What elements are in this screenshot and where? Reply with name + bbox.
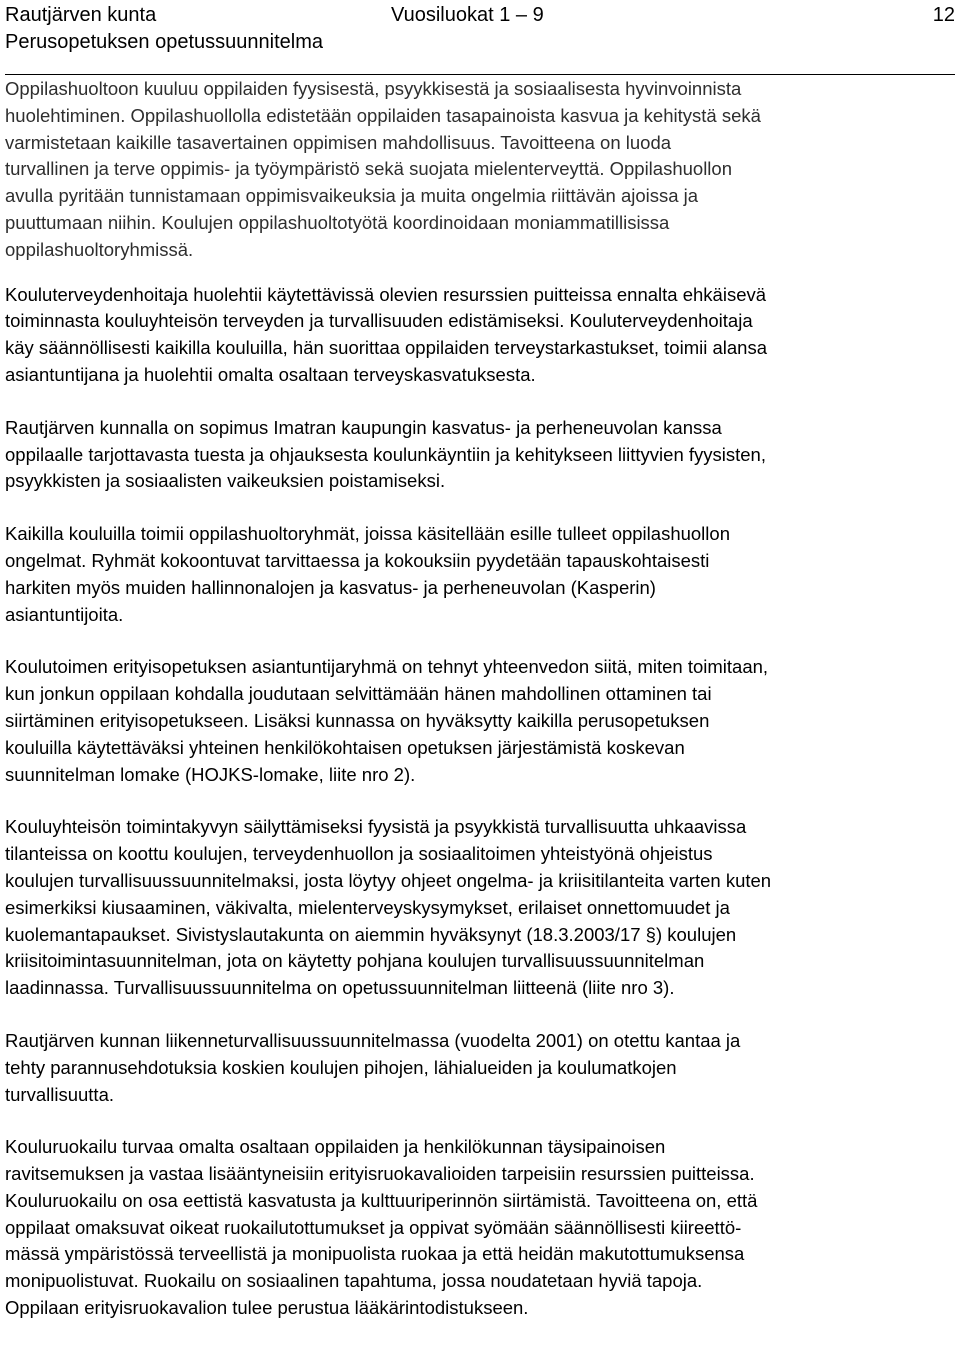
paragraph-erityisopetus [5, 654, 955, 788]
text-line: avulla pyritään tunnistamaan oppimisvaikeuksia ja muita ongelmia riittävän ajoissa ja [5, 185, 699, 207]
text-line: kriisitoimintasuunnitelman, jota on käytetty pohjana koulujen turvallisuussuunnitelman [5, 950, 705, 972]
text-line: Rautjärven kunnan liikenneturvallisuussuunnitelmassa (vuodelta 2001) on otettu kantaa ja [5, 1029, 741, 1051]
text-line: tilanteissa on koottu koulujen, terveydenhuollon ja sosiaalitoimen yhteistyönä ohjeistus [5, 843, 713, 865]
text-line: siirtäminen erityisopetukseen. Lisäksi kunnassa on hyväksytty kaikilla perusopetuksen [5, 709, 710, 731]
text-line: Kouluruokailu on osa eettistä kasvatusta ja kulttuuriperinnön siirtämistä. Tavoitteena on, että [5, 1189, 758, 1211]
document-body [5, 76, 955, 1348]
text-line: asiantuntijana ja huolehtii omalta osaltaan terveyskasvatuksesta. [5, 363, 536, 385]
text-line: käy säännöllisesti kaikilla kouluilla, hän suorittaa oppilaiden terveystarkastukset, toimii alansa [5, 337, 767, 359]
text-line: kouluilla käytettäväksi yhteinen henkilökohtaisen opetuksen järjestämistä koskevan [5, 736, 685, 758]
text-line: mässä ympäristössä terveellistä ja monipuolista ruokaa ja että heidän makutottumuksensa [5, 1243, 745, 1265]
header-grade-range: Vuosiluokat 1 – 9 [391, 4, 544, 26]
paragraph-liikenneturvallisuus [5, 1028, 955, 1108]
text-line: asiantuntijoita. [5, 603, 124, 625]
paragraph-kouluterveydenhoitaja [5, 282, 955, 389]
paragraph-turvallisuussuunnitelma [5, 814, 955, 1002]
text-line: esimerkiksi kiusaaminen, väkivalta, mielenterveyskysymykset, erilaiset onnettomuudet ja [5, 896, 730, 918]
text-line: kuolemantapaukset. Sivistyslautakunta on aiemmin hyväksynyt (18.3.2003/17 §) koulujen [5, 923, 737, 945]
text-line: Koulutoimen erityisopetuksen asiantuntijaryhmä on tehnyt yhteenvedon siitä, miten toimitaan, [5, 656, 769, 678]
text-line: Rautjärven kunnalla on sopimus Imatran kaupungin kasvatus- ja perheneuvolan kanssa [5, 416, 722, 438]
paragraph-oppilashuolto [5, 76, 955, 264]
text-line: Kouluruokailu turvaa omalta osaltaan oppilaiden ja henkilökunnan täysipainoisen [5, 1136, 666, 1158]
text-line: turvallinen ja terve oppimis- ja työympäristö sekä suojata mielenterveyttä. Oppilashuollon [5, 158, 732, 180]
text-line: tehty parannusehdotuksia koskien koulujen pihojen, lähialueiden ja koulumatkojen [5, 1056, 677, 1078]
text-line: Kouluterveydenhoitaja huolehtii käytettävissä olevien resurssien puitteissa ennalta ehkäisevä [5, 283, 767, 305]
text-line: ravitsemuksen ja vastaa lisääntyneisiin erityisruokavalioiden tarpeisiin resurssien puitteissa. [5, 1163, 755, 1185]
page-header [5, 0, 955, 74]
text-line: Oppilashuoltoon kuuluu oppilaiden fyysisestä, psyykkisestä ja sosiaalisesta hyvinvoinnista [5, 78, 742, 99]
paragraph-oppilashuoltoryhmat [5, 521, 955, 628]
text-line: varmistetaan kaikille tasavertainen oppimisen mahdollisuus. Tavoitteena on luoda [5, 131, 672, 153]
header-left [5, 2, 323, 56]
text-line: Kouluyhteisön toimintakyvyn säilyttämiseksi fyysistä ja psyykkistä turvallisuutta uhkaavissa [5, 816, 747, 838]
text-line: oppilaalle tarjottavasta tuesta ja ohjauksesta koulunkäyntiin ja kehitykseen liittyvien fyysisten, [5, 443, 766, 465]
text-line: psyykkisten ja sosiaalisten vaikeuksien poistamiseksi. [5, 470, 446, 492]
text-line: Oppilaan erityisruokavalion tulee perustua lääkärintodistukseen. [5, 1297, 529, 1319]
text-line: oppilaat omaksuvat oikeat ruokailutottumukset ja oppivat syömään säännöllisesti kiireettö- [5, 1216, 742, 1238]
text-line: monipuolistuvat. Ruokailu on sosiaalinen tapahtuma, jossa noudatetaan hyviä tapoja. [5, 1270, 703, 1292]
text-line: huolehtiminen. Oppilashuollolla edistetään oppilaiden tasapainoista kasvua ja kehitystä sekä [5, 104, 761, 126]
text-line: Kaikilla kouluilla toimii oppilashuoltoryhmät, joissa käsitellään esille tulleet oppilashuollon [5, 523, 730, 545]
paragraph-perheneuvola-sopimus [5, 415, 955, 495]
text-line: koulujen turvallisuussuunnitelmaksi, josta löytyy ohjeet ongelma- ja kriisitilanteita varten kuten [5, 869, 772, 891]
header-rule [5, 74, 955, 75]
text-line: toiminnasta kouluyhteisön terveyden ja turvallisuuden edistämiseksi. Kouluterveydenhoitaja [5, 310, 753, 332]
text-line: oppilashuoltoryhmissä. [5, 238, 194, 260]
text-line: ongelmat. Ryhmät kokoontuvat tarvittaessa ja kokouksiin pyydetään tapauskohtaisesti [5, 549, 710, 571]
header-document-title: Perusopetuksen opetussuunnitelma [5, 31, 323, 53]
text-line: turvallisuutta. [5, 1083, 114, 1105]
text-line: kun jonkun oppilaan kohdalla joudutaan selvittämään hänen mahdollinen ottaminen tai [5, 683, 712, 705]
document-page [5, 0, 955, 1319]
text-line: harkiten myös muiden hallinnonalojen ja kasvatus- ja perheneuvolan (Kasperin) [5, 576, 656, 598]
text-line: suunnitelman lomake (HOJKS-lomake, liite nro 2). [5, 763, 416, 785]
text-line: laadinnassa. Turvallisuussuunnitelma on opetussuunnitelman liitteenä (liite nro 3). [5, 977, 675, 999]
header-municipality: Rautjärven kunta [5, 4, 157, 26]
header-page-number: 12 [932, 4, 955, 26]
text-line: puuttumaan niihin. Koulujen oppilashuoltotyötä koordinoidaan moniammatillisissa [5, 211, 670, 233]
paragraph-kouluruokailu [5, 1134, 955, 1322]
